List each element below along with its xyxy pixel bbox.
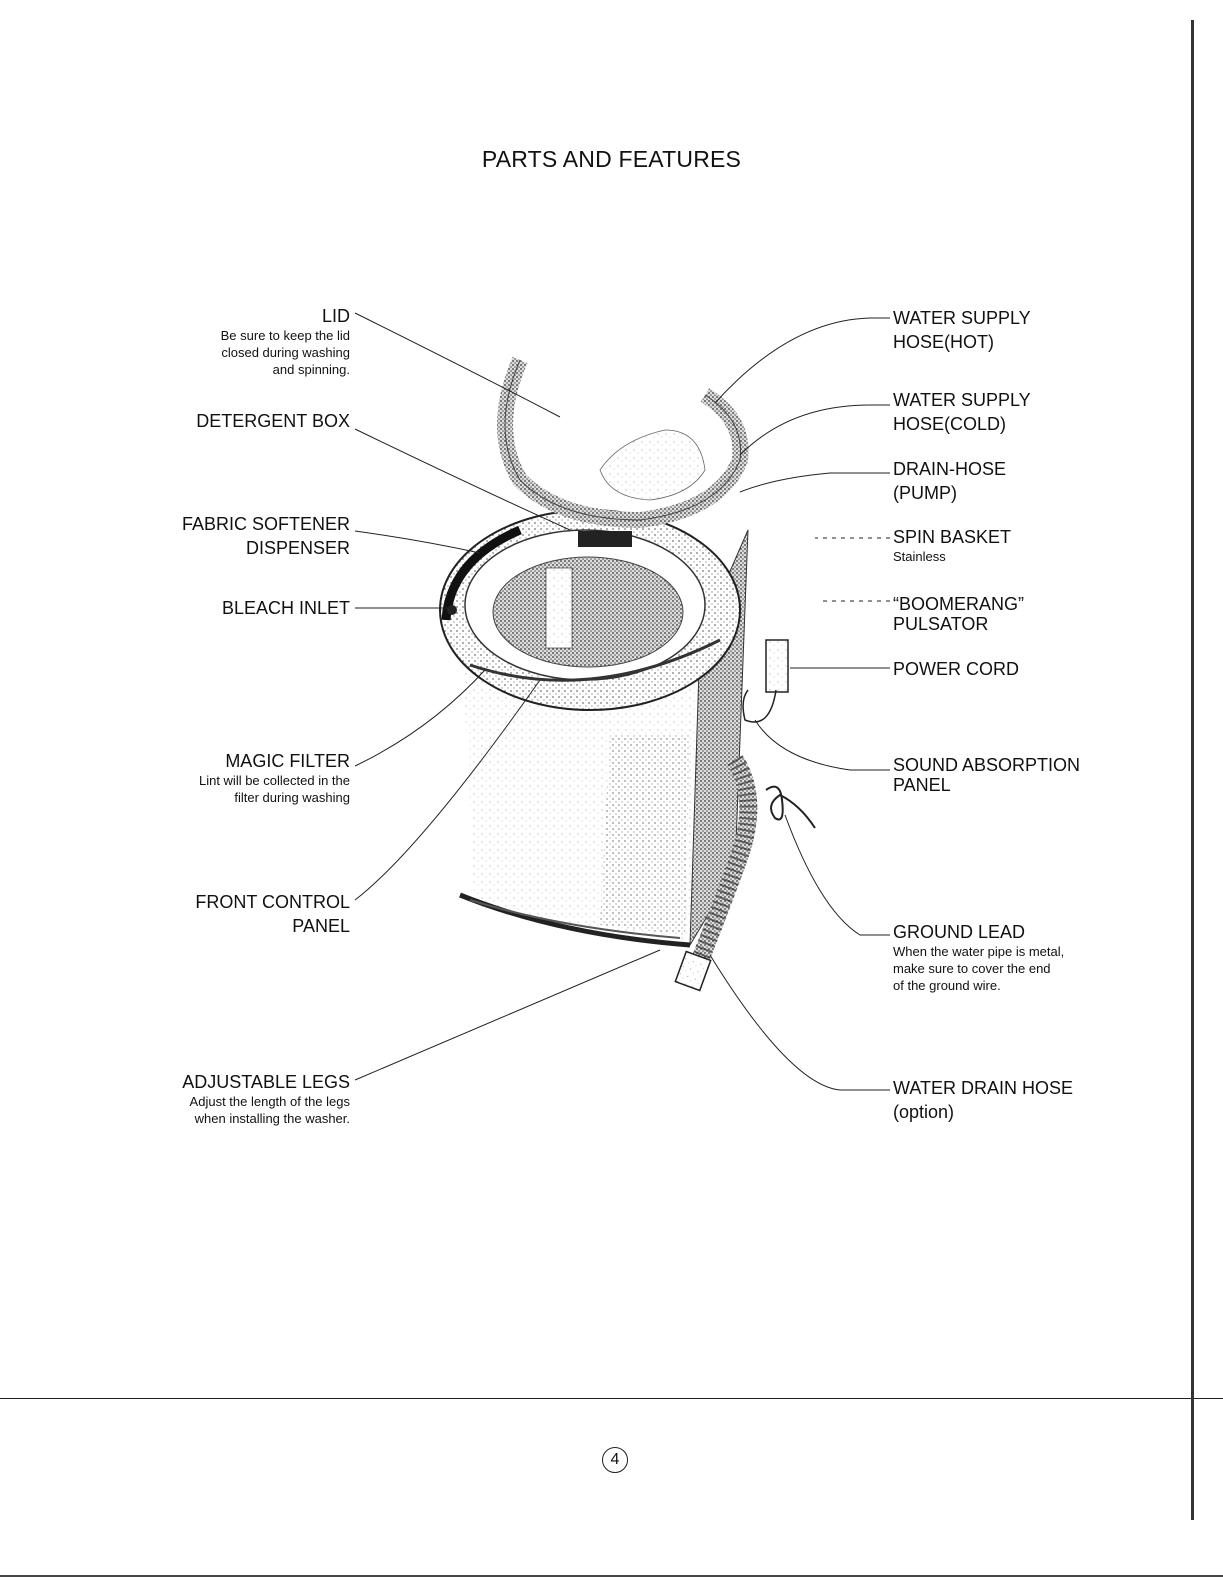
- page-number: 4: [602, 1447, 628, 1473]
- magic-filter-desc-2: filter during washing: [234, 790, 350, 805]
- bleach-inlet-name: BLEACH INLET: [221, 598, 350, 618]
- ground-lead-wire: [766, 787, 815, 828]
- lid-name: LID: [321, 306, 350, 326]
- drain-pump-line-2: (PUMP): [893, 483, 957, 503]
- lid: [505, 360, 741, 520]
- spin-basket-desc: Stainless: [893, 549, 946, 564]
- magic-filter-name: MAGIC FILTER: [225, 751, 350, 771]
- pulsator-line-1: “BOOMERANG”: [893, 594, 1025, 614]
- adjustable-legs-desc-2: when installing the washer.: [194, 1111, 350, 1126]
- drain-pump-line-1: DRAIN-HOSE: [893, 459, 1007, 479]
- sound-panel-line-2: PANEL: [893, 775, 951, 795]
- ground-lead-desc-2: make sure to cover the end: [893, 961, 1051, 976]
- power-cord-plug: [743, 640, 788, 722]
- lid-desc-1: Be sure to keep the lid: [220, 328, 350, 343]
- lid-desc-3: and spinning.: [272, 362, 350, 377]
- ground-lead-name: GROUND LEAD: [893, 922, 1026, 942]
- label-hose-cold: [893, 388, 1193, 436]
- fabric-softener-line-2: DISPENSER: [245, 538, 350, 558]
- sound-panel-line-1: SOUND ABSORPTION: [893, 755, 1081, 775]
- label-pulsator: [893, 593, 1193, 633]
- label-bleach-inlet: [20, 597, 350, 619]
- lid-desc-2: closed during washing: [221, 345, 350, 360]
- footer-divider: [0, 1398, 1223, 1399]
- front-control-line-1: FRONT CONTROL: [195, 892, 350, 912]
- adjustable-legs-desc-1: Adjust the length of the legs: [189, 1094, 350, 1109]
- hose-cold-line-1: WATER SUPPLY: [893, 390, 1031, 410]
- ground-lead-desc-3: of the ground wire.: [893, 978, 1001, 993]
- ground-lead-desc-1: When the water pipe is metal,: [893, 944, 1065, 959]
- label-magic-filter: [20, 750, 350, 806]
- label-power-cord: [893, 658, 1193, 680]
- label-drain-pump: [893, 457, 1193, 505]
- page-edge-line: [1191, 20, 1194, 1520]
- hose-cold-line-2: HOSE(COLD): [893, 414, 1007, 434]
- label-fabric-softener: [20, 512, 350, 560]
- tub-opening: [440, 510, 740, 710]
- fabric-softener-line-1: FABRIC SOFTENER: [181, 514, 350, 534]
- label-lid: [20, 305, 350, 378]
- pulsator-line-2: PULSATOR: [893, 614, 989, 634]
- label-spin-basket: [893, 526, 1193, 565]
- label-drain-hose: [893, 1076, 1193, 1124]
- magic-filter-desc-1: Lint will be collected in the: [198, 773, 350, 788]
- label-sound-panel: [893, 754, 1193, 794]
- adjustable-legs-name: ADJUSTABLE LEGS: [182, 1072, 350, 1092]
- spin-basket-name: SPIN BASKET: [893, 527, 1012, 547]
- label-front-control: [20, 890, 350, 938]
- label-ground-lead: [893, 921, 1193, 994]
- label-hose-hot: [893, 306, 1193, 354]
- bottom-edge-line: [0, 1575, 1223, 1577]
- drain-hose-name: WATER DRAIN HOSE: [893, 1078, 1074, 1098]
- detergent-box-name: DETERGENT BOX: [196, 411, 350, 431]
- label-adjustable-legs: [20, 1071, 350, 1127]
- front-control-line-2: PANEL: [292, 916, 350, 936]
- label-detergent-box: [20, 410, 350, 432]
- power-cord-name: POWER CORD: [893, 659, 1019, 679]
- hose-hot-line-2: HOSE(HOT): [893, 332, 994, 352]
- hose-hot-line-1: WATER SUPPLY: [893, 308, 1031, 328]
- page-title: PARTS AND FEATURES: [481, 146, 742, 172]
- drain-hose-desc: (option): [893, 1102, 955, 1122]
